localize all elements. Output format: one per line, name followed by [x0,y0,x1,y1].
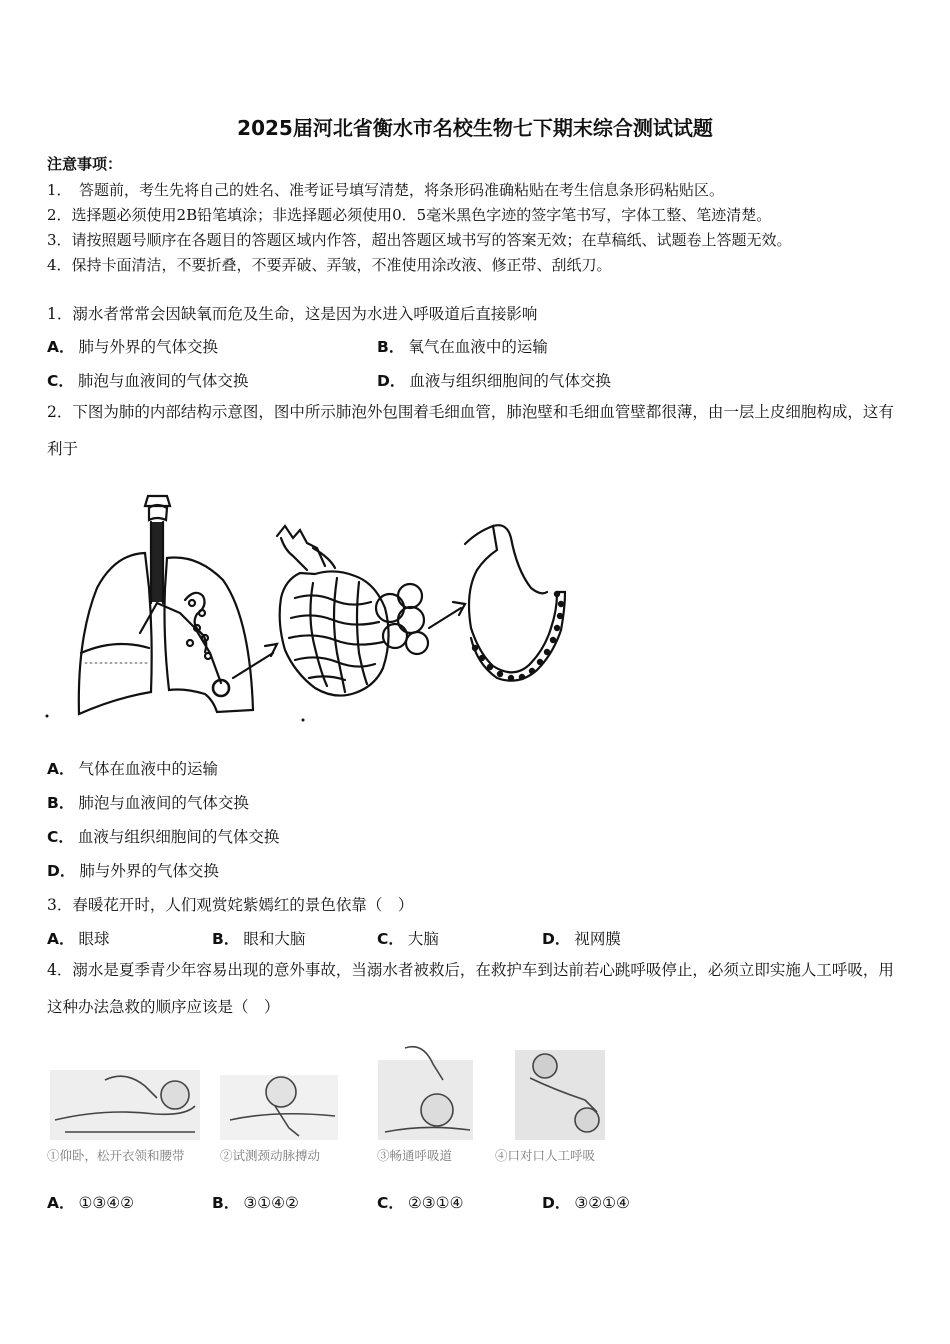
option-key: A． [47,760,75,778]
question-4-stem: 4．溺水是夏季青少年容易出现的意外事故，当溺水者被救后，在救护车到达前若心跳呼吸停止，必须立即实施人工呼吸，用这种办法急救的顺序应该是（ ） [47,961,894,1016]
option-key: D． [542,930,571,948]
option-key: A． [47,338,75,356]
q4-option-a[interactable] [47,1191,134,1213]
caption-step-3: ③畅通呼吸道 [377,1148,453,1163]
caption-step-4: ④口对口人工呼吸 [495,1148,596,1163]
option-key: B． [47,794,75,812]
option-text: 眼球 [78,930,110,948]
option-key: C． [377,930,404,948]
notice-heading: 注意事项： [47,155,123,173]
option-key: D． [377,372,406,390]
option-text: ①③④② [78,1194,135,1212]
option-text: 眼和大脑 [243,930,306,948]
option-key: A． [47,930,75,948]
q1-option-c[interactable] [47,369,248,391]
notice-item-3: 3．请按照题号顺序在各题目的答题区域内作答，超出答题区域书写的答案无效；在草稿纸、试题卷上答题无效。 [47,231,792,249]
q2-option-a[interactable] [47,757,218,779]
q1-option-a[interactable] [47,335,218,357]
step-1-illustration [50,1070,200,1140]
option-key: B． [377,338,405,356]
option-key: C． [377,1194,404,1212]
option-text: 血液与组织细胞间的气体交换 [77,828,280,846]
option-text: 肺泡与血液间的气体交换 [78,794,249,812]
lung-structure-figure [45,488,575,733]
q4-option-b[interactable] [212,1191,299,1213]
notice-item-4: 4．保持卡面清洁，不要折叠，不要弄破、弄皱，不准使用涂改液、修正带、刮纸刀。 [47,256,612,274]
q1-option-d[interactable] [377,369,611,391]
option-text: ③②①④ [574,1194,630,1212]
option-key: A． [47,1194,75,1212]
q2-option-b[interactable] [47,791,249,813]
step-4-illustration [515,1050,605,1140]
option-key: D． [542,1194,571,1212]
step-2-illustration [220,1075,338,1140]
q3-option-c[interactable] [377,927,439,949]
option-text: 视网膜 [574,930,621,948]
q4-option-d[interactable] [542,1191,630,1213]
option-key: B． [212,930,240,948]
option-text: 肺泡与血液间的气体交换 [77,372,249,390]
option-text: 气体在血液中的运输 [78,760,219,778]
q3-option-b[interactable] [212,927,305,949]
q1-option-b[interactable] [377,335,548,357]
option-text: 肺与外界的气体交换 [78,338,219,356]
question-1-stem: 1．溺水者常常会因缺氧而危及生命，这是因为水进入呼吸道后直接影响 [47,305,538,323]
caption-step-2: ②试测颈动脉搏动 [220,1148,321,1163]
q4-option-c[interactable] [377,1191,463,1213]
option-text: 大脑 [407,930,439,948]
option-text: ②③①④ [407,1194,464,1212]
q3-option-a[interactable] [47,927,110,949]
q2-option-d[interactable] [47,859,219,881]
option-key: D． [47,862,76,880]
step-3-illustration [378,1047,473,1140]
q2-option-c[interactable] [47,825,279,847]
option-text: 血液与组织细胞间的气体交换 [409,372,611,390]
option-text: 氧气在血液中的运输 [408,338,548,356]
option-text: ③①④② [243,1194,299,1212]
option-text: 肺与外界的气体交换 [79,862,219,880]
option-key: C． [47,828,74,846]
option-key: C． [47,372,74,390]
question-2-stem: 2．下图为肺的内部结构示意图，图中所示肺泡外包围着毛细血管，肺泡壁和毛细血管壁都很薄，由一层上皮细胞构成，这有利于 [47,403,894,458]
first-aid-steps-figure [45,1040,620,1170]
caption-step-1: ①仰卧，松开衣领和腰带 [47,1148,185,1163]
page-title: 2025届河北省衡水市名校生物七下期末综合测试试题 [237,116,713,140]
q3-option-d[interactable] [542,927,621,949]
notice-item-2: 2．选择题必须使用2B铅笔填涂；非选择题必须使用0．5毫米黑色字迹的签字笔书写，字体工整、笔迹清楚。 [47,206,772,224]
option-key: B． [212,1194,240,1212]
question-3-stem: 3．春暖花开时，人们观赏姹紫嫣红的景色依靠（ ） [47,896,414,914]
notice-item-1: 1． 答题前，考生先将自己的姓名、准考证号填写清楚，将条形码准确粘贴在考生信息条形码粘贴区。 [47,181,725,199]
